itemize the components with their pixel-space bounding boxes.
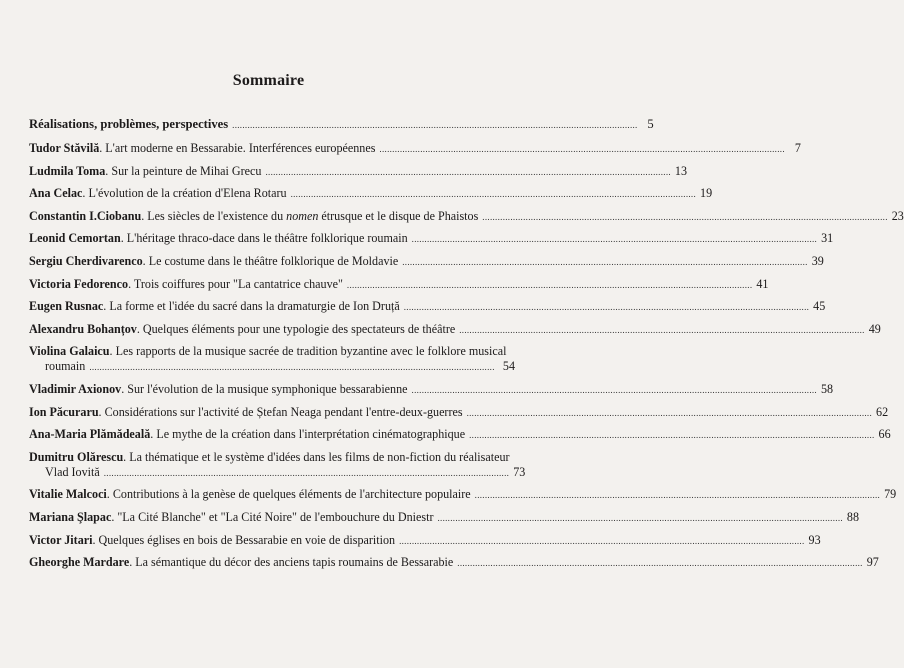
toc-entry — [29, 231, 834, 247]
table-of-contents — [29, 117, 904, 578]
toc-author: Constantin I.Ciobanu — [29, 208, 142, 223]
toc-page-number: 31 — [821, 231, 834, 246]
toc-entry-title: . L'héritage thraco-dace dans le théâtre folklorique roumain — [120, 231, 408, 246]
toc-entry-title: . "La Cité Blanche" et "La Cité Noire" de l'embouchure du Dniestr — [111, 509, 434, 524]
toc-entry-title: . L'évolution de la création d'Elena Rotaru — [82, 186, 287, 201]
toc-author: Victoria Fedorenco — [29, 276, 129, 291]
dot-leader: ............................................................................................................................................................... — [379, 144, 785, 154]
toc-entry — [29, 427, 891, 443]
toc-entry-title: . Considérations sur l'activité de Ștefan Neaga pendant l'entre-deux-guerres — [98, 404, 463, 419]
toc-entry-title: . Quelques églises en bois de Bessarabie en voie de disparition — [92, 532, 396, 547]
toc-author: Gheorghe Mardare — [29, 555, 130, 570]
toc-page-number: 45 — [813, 299, 826, 314]
toc-page-number: 13 — [674, 163, 688, 178]
toc-entry-title: . Contributions à la genèse de quelques éléments de l'architecture populaire — [106, 487, 471, 502]
toc-entry — [29, 299, 826, 315]
toc-entry-title: Réalisations, problèmes, perspectives — [29, 117, 229, 131]
dot-leader: ............................................................................................................................................................... — [402, 256, 808, 267]
toc-author: Violina Galaicu — [29, 344, 110, 359]
toc-entry-title: . Les siècles de l'existence du — [141, 208, 287, 223]
toc-page-number: 49 — [868, 321, 881, 336]
toc-author: Leonid Cemortan — [29, 231, 121, 246]
dot-leader: ............................................................................................................................................................... — [459, 324, 865, 335]
dot-leader: ............................................................................................................................................................... — [403, 302, 810, 313]
toc-page-number: 79 — [884, 487, 897, 502]
toc-entry — [29, 321, 881, 338]
toc-author: Victor Jitari — [29, 532, 93, 547]
dot-leader: ............................................................................................................................................................... — [411, 384, 817, 395]
toc-entry — [29, 141, 801, 157]
toc-entry-title: . Sur l'évolution de la musique symphonique bessarabienne — [121, 381, 408, 396]
toc-entry — [29, 381, 834, 398]
toc-entry-emphasis: nomen — [286, 208, 319, 223]
toc-entry — [29, 163, 688, 180]
toc-page-number: 23 — [891, 208, 904, 223]
dot-leader: ............................................................................................................................................................... — [89, 362, 495, 373]
dot-leader: ............................................................................................................................................................... — [474, 490, 881, 501]
toc-entry-title: . Le costume dans le théâtre folklorique de Moldavie — [142, 253, 399, 268]
toc-page-number: 19 — [700, 186, 713, 201]
toc-entry — [29, 208, 904, 225]
toc-entry-title: . Le mythe de la création dans l'interprétation cinématographique — [150, 427, 466, 442]
toc-entry-title-continued: roumain — [45, 359, 86, 374]
toc-page-number: 41 — [756, 276, 769, 291]
dot-leader: ............................................................................................................................................................... — [457, 558, 863, 569]
toc-entry-title: . La sémantique du décor des anciens tapis roumains de Bessarabie — [129, 555, 454, 570]
toc-author: Alexandru Bohanțov — [29, 321, 137, 336]
toc-entry — [29, 449, 526, 481]
toc-page-number: 66 — [878, 427, 891, 442]
toc-entry-title: . L'art moderne en Bessarabie. Interférences européennes — [99, 141, 376, 155]
toc-entry-title: . Les rapports de la musique sacrée de tradition byzantine avec le folklore musical — [109, 344, 507, 359]
toc-page-number: 58 — [820, 381, 834, 396]
toc-author: Eugen Rusnac — [29, 299, 104, 314]
toc-author: Vitalie Malcoci — [29, 487, 107, 502]
toc-author: Vladimir Axionov — [29, 381, 122, 396]
toc-author: Mariana Şlapac — [29, 509, 112, 524]
toc-page-number: 93 — [808, 532, 821, 547]
toc-author: Ana-Maria Plămădeală — [29, 427, 151, 442]
dot-leader: ............................................................................................................................................................... — [399, 535, 805, 546]
toc-page-number: 62 — [876, 404, 889, 419]
toc-page-number: 54 — [502, 359, 515, 374]
dot-leader: ............................................................................................................................................................... — [232, 120, 638, 130]
toc-entry — [29, 117, 654, 133]
toc-author: Ion Păcuraru — [29, 404, 99, 419]
toc-entry — [29, 404, 889, 421]
toc-entry — [29, 555, 879, 571]
toc-page-number: 97 — [866, 555, 879, 570]
dot-leader: ............................................................................................................................................................... — [469, 430, 875, 441]
toc-entry — [29, 487, 897, 503]
toc-author: Dumitru Olărescu — [29, 449, 124, 464]
toc-entry — [29, 344, 515, 375]
toc-entry-title: . Sur la peinture de Mihai Grecu — [105, 163, 262, 178]
toc-entry-title: . Quelques éléments pour une typologie des spectateurs de théâtre — [136, 321, 456, 336]
toc-author: Ludmila Toma — [29, 163, 106, 178]
toc-entry-title: . La thématique et le système d'idées dans les films de non-fiction du réalisateur — [123, 449, 510, 464]
toc-entry — [29, 509, 860, 526]
toc-author: Tudor Stăvilă — [29, 141, 100, 155]
toc-entry — [29, 532, 821, 549]
toc-page-number: 5 — [647, 117, 654, 131]
dot-leader: ............................................................................................................................................................... — [103, 467, 510, 478]
dot-leader: ............................................................................................................................................................... — [437, 512, 843, 523]
toc-entry — [29, 276, 769, 293]
toc-author: Ana Celac — [29, 186, 83, 201]
toc-page-number: 39 — [811, 253, 824, 268]
dot-leader: ............................................................................................................................................................... — [411, 234, 818, 245]
dot-leader: ............................................................................................................................................................... — [466, 407, 873, 418]
page-title: Sommaire — [232, 72, 305, 89]
toc-entry-title: . La forme et l'idée du sacré dans la dramaturgie de Ion Druță — [103, 299, 400, 314]
dot-leader: ............................................................................................................................................................... — [265, 166, 671, 177]
dot-leader: ............................................................................................................................................................... — [482, 211, 888, 222]
dot-leader: ............................................................................................................................................................... — [290, 189, 697, 200]
toc-author: Sergiu Cherdivarenco — [29, 253, 143, 268]
toc-entry — [29, 253, 824, 270]
toc-page-number: 88 — [846, 509, 860, 524]
toc-entry-title: . Trois coiffures pour "La cantatrice chauve" — [128, 276, 343, 291]
toc-entry-title-end: étrusque et le disque de Phaistos — [318, 208, 479, 223]
dot-leader: ............................................................................................................................................................... — [346, 279, 753, 290]
toc-entry-title-continued: Vlad Iovită — [45, 464, 100, 479]
toc-page-number: 7 — [794, 141, 801, 155]
toc-page-number: 73 — [513, 464, 526, 479]
toc-entry — [29, 186, 713, 202]
